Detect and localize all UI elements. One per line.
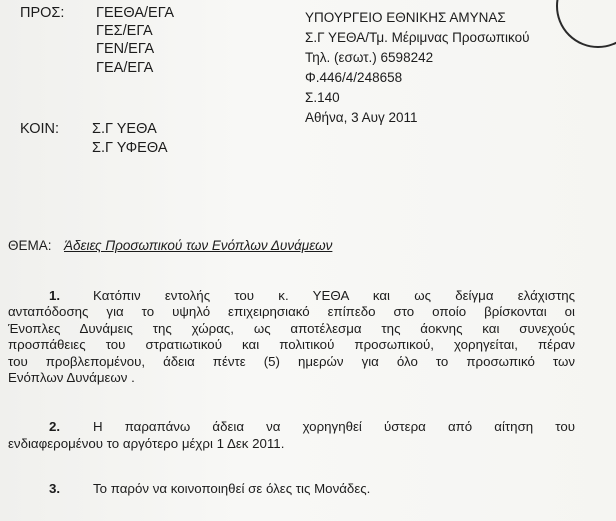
paragraph-line: Κατόπιν εντολής του κ. ΥΕΘΑ και ως δείγμα ελάχιστης	[93, 288, 575, 303]
paragraph-line: προσπάθειες του στρατιωτικού και πολιτικού προσωπικού, χορηγείται, πέραν	[8, 337, 575, 352]
paragraph-2	[93, 419, 575, 436]
to-recipient: ΓΕΣ/ΕΓΑ	[96, 23, 153, 39]
to-recipient: ΓΕΑ/ΕΓΑ	[96, 60, 154, 76]
to-label: ΠΡΟΣ:	[20, 5, 65, 21]
sender-ministry: ΥΠΟΥΡΓΕΙΟ ΕΘΝΙΚΗΣ ΑΜΥΝΑΣ	[305, 10, 506, 25]
paragraph-line: Το παρόν να κοινοποιηθεί σε όλες τις Μονάδες.	[93, 481, 371, 496]
paragraph-2-body	[8, 436, 575, 453]
paragraph-line: ανταπόδοσης για το υψηλό επιχειρησιακό επίπεδο στο οποίο βρίσκονται οι	[8, 304, 575, 319]
paragraph-line: του προβλεπομένου, άδεια πέντε (5) ημερών για όλο το προσωπικό των	[8, 353, 575, 369]
cc-recipient: Σ.Γ ΥΦΕΘΑ	[92, 140, 168, 156]
to-recipient: ΓΕΕΘΑ/ΕΓΑ	[96, 5, 175, 21]
paragraph-line: Ενόπλων Δυνάμεων .	[8, 370, 135, 385]
subject-title: Άδειες Προσωπικού των Ενόπλων Δυνάμεων	[64, 238, 333, 253]
cc-label: ΚΟΙΝ:	[20, 121, 60, 137]
paragraph-1-body	[8, 304, 575, 387]
paragraph-3	[93, 481, 370, 498]
paragraph-line: Η παραπάνω άδεια να χορηγηθεί ύστερα από αίτηση του	[93, 419, 575, 434]
to-recipient: ΓΕΝ/ΕΓΑ	[96, 41, 155, 57]
paragraph-line: ενδιαφερομένου το αργότερο μέχρι 1 Δεκ 2011.	[8, 436, 285, 451]
stamp-circle	[556, 0, 616, 48]
sender-file-ref: Φ.446/4/248658	[305, 70, 403, 85]
paragraph-number: 2.	[49, 419, 61, 434]
paragraph-number: 3.	[49, 481, 61, 496]
sender-sigma: Σ.140	[305, 90, 340, 105]
paragraph-line: Ένοπλες Δυνάμεις της χώρας, ως αποτέλεσμα της άοκνης και συνεχούς	[8, 320, 575, 336]
sender-office: Σ.Γ ΥΕΘΑ/Τμ. Μέριμνας Προσωπικού	[305, 30, 530, 45]
sender-phone: Τηλ. (εσωτ.) 6598242	[305, 50, 434, 65]
subject-label: ΘΕΜΑ:	[8, 238, 52, 253]
paragraph-number: 1.	[49, 288, 61, 303]
cc-recipient: Σ.Γ ΥΕΘΑ	[92, 121, 157, 137]
sender-place-date: Αθήνα, 3 Αυγ 2011	[305, 110, 418, 125]
paragraph-1	[93, 288, 575, 305]
